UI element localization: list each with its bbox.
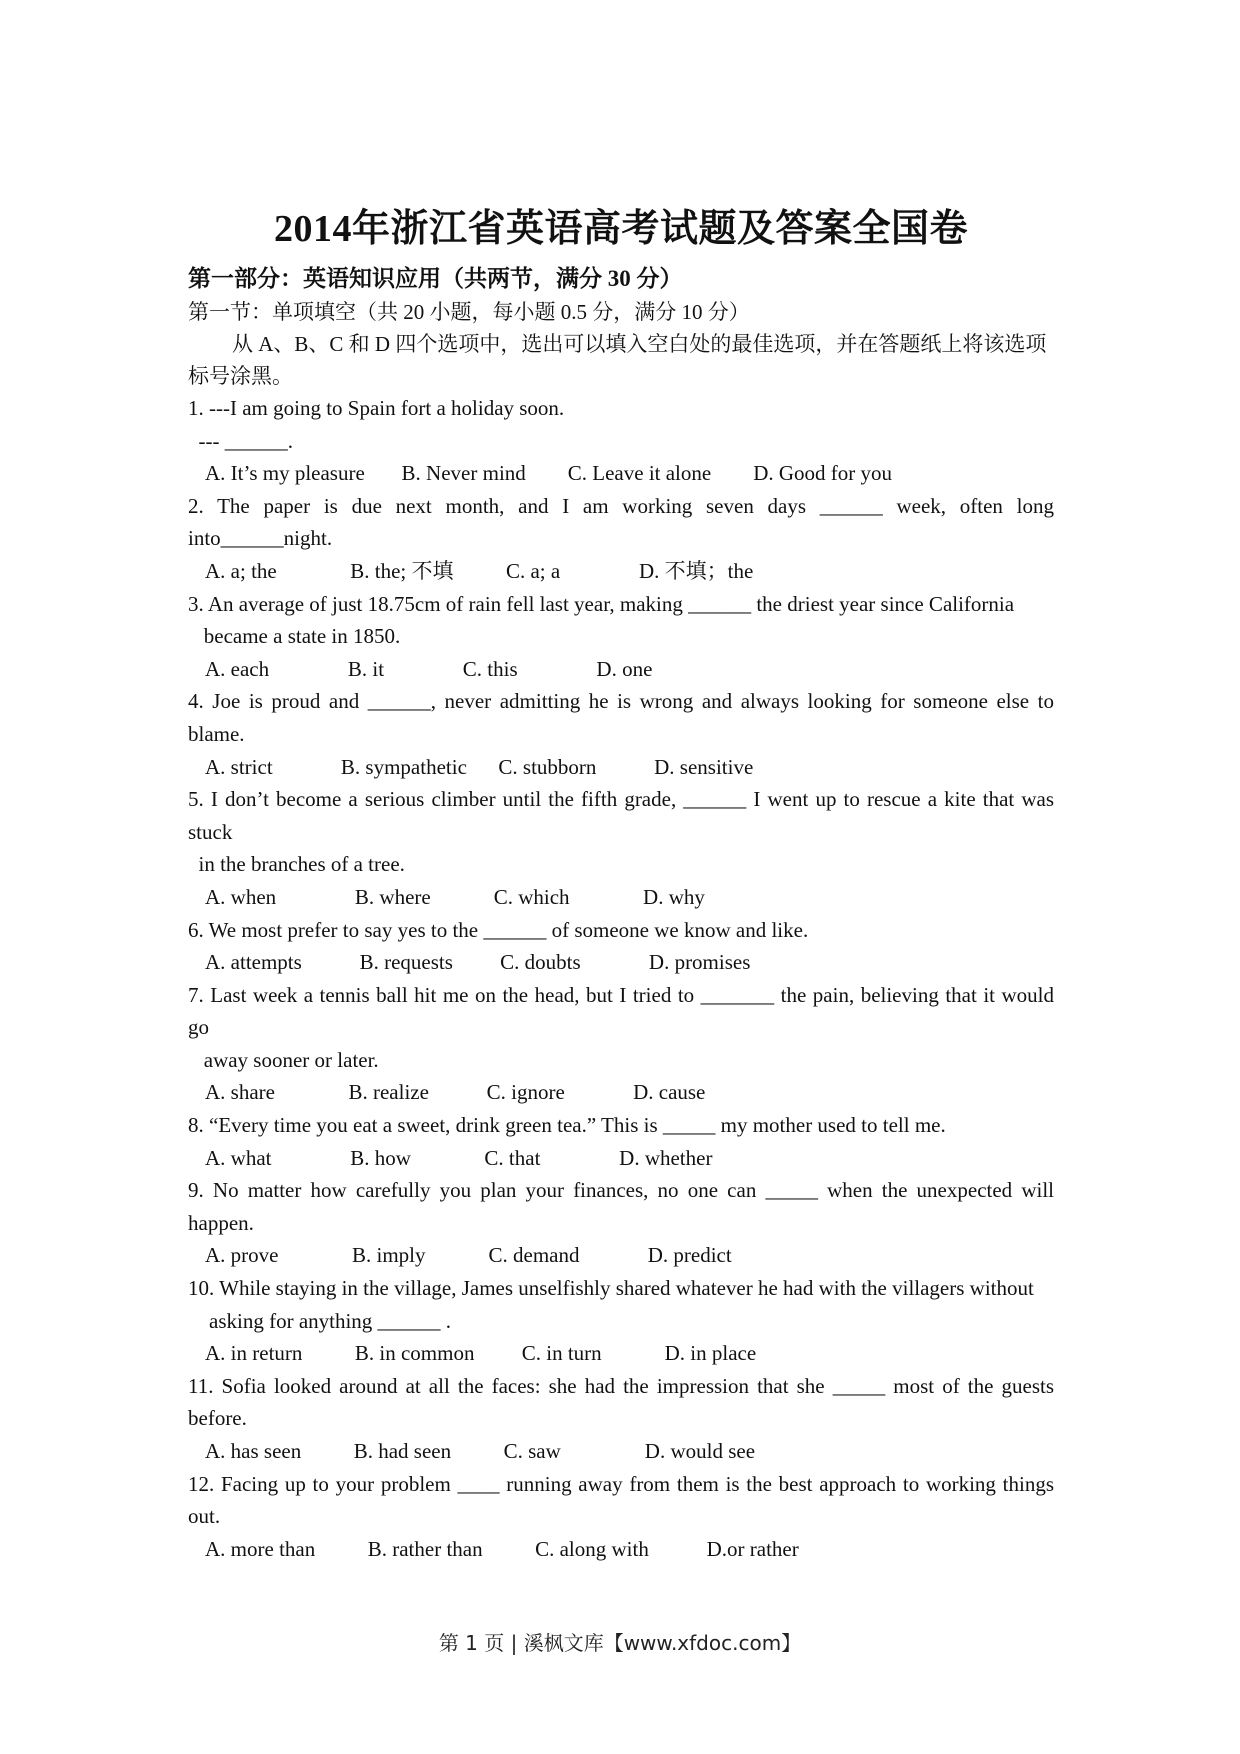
answer-options: A. each B. it C. this D. one (205, 656, 653, 681)
question-item (188, 1174, 1054, 1272)
question-stem: 9. No matter how carefully you plan your finances, no one can _____ when the unexpected will happen. (188, 1178, 1054, 1235)
answer-options: A. share B. realize C. ignore D. cause (205, 1080, 706, 1105)
answer-options: A. It’s my pleasure B. Never mind C. Leave it alone D. Good for you (205, 461, 893, 486)
question-stem: 4. Joe is proud and ______, never admitting he is wrong and always looking for someone else to blame. (188, 689, 1054, 746)
question-stem: 7. Last week a tennis ball hit me on the head, but I tried to _______ the pain, believing that it would go (188, 982, 1054, 1040)
question-item (188, 783, 1054, 913)
answer-options: A. a; the B. the; 不填 C. a; a D. 不填；the (205, 558, 754, 583)
question-list (188, 392, 1054, 1565)
question-stem-continuation: in the branches of a tree. (188, 852, 405, 877)
question-item (188, 588, 1054, 686)
question-stem-continuation: --- ______. (188, 428, 293, 453)
question-item (188, 1109, 1054, 1174)
instructions-paragraph: 从 A、B、C 和 D 四个选项中，选出可以填入空白处的最佳选项，并在答题纸上将该选项标号涂黑。 (188, 332, 1047, 388)
answer-options: A. in return B. in common C. in turn D. in place (205, 1341, 757, 1366)
question-stem-continuation: away sooner or later. (188, 1047, 379, 1072)
question-item (188, 1468, 1054, 1566)
question-item (188, 392, 1054, 490)
question-item (188, 979, 1054, 1109)
answer-options: A. when B. where C. which D. why (205, 884, 705, 909)
answer-options: A. has seen B. had seen C. saw D. would see (205, 1439, 756, 1463)
question-stem: 6. We most prefer to say yes to the ______ of someone we know and like. (188, 917, 809, 942)
page-footer: 第 1 页 | 溪枫文库【www.xfdoc.com】 (438, 1631, 802, 1655)
answer-options: A. what B. how C. that D. whether (205, 1145, 713, 1170)
question-stem: 1. ---I am going to Spain fort a holiday soon. (188, 396, 565, 420)
question-stem: 3. An average of just 18.75cm of rain fell last year, making ______ the driest year since California (188, 591, 1015, 616)
document-body (188, 200, 1054, 1565)
answer-options: A. more than B. rather than C. along with D.or rather (205, 1536, 799, 1561)
question-stem: 11. Sofia looked around at all the faces: she had the impression that she _____ most of the guests before. (188, 1373, 1054, 1431)
answer-options: A. strict B. sympathetic C. stubborn D. sensitive (205, 754, 754, 779)
question-stem: 5. I don’t become a serious climber until the fifth grade, ______ I went up to rescue a kite that was stuck (188, 787, 1054, 844)
page-title: 2014年浙江省英语高考试题及答案全国卷 (273, 208, 968, 250)
answer-options: A. attempts B. requests C. doubts D. promises (205, 950, 751, 975)
question-stem: 2. The paper is due next month, and I am working seven days ______ week, often long into______night. (188, 493, 1054, 551)
question-stem-continuation: became a state in 1850. (188, 624, 401, 649)
question-item (188, 1370, 1054, 1468)
part-heading: 第一部分：英语知识应用（共两节，满分 30 分） (188, 266, 683, 291)
question-item (188, 490, 1054, 588)
question-item (188, 1272, 1054, 1370)
question-item (188, 914, 1054, 979)
question-stem-continuation: asking for anything ______ . (188, 1308, 452, 1333)
question-stem: 10. While staying in the village, James unselfishly shared whatever he had with the villagers without (188, 1276, 1034, 1301)
section-heading: 第一节：单项填空（共 20 小题，每小题 0.5 分，满分 10 分） (188, 300, 750, 324)
question-stem: 12. Facing up to your problem ____ running away from them is the best approach to working things out. (188, 1471, 1054, 1529)
answer-options: A. prove B. imply C. demand D. predict (205, 1243, 732, 1268)
question-item (188, 685, 1054, 783)
question-stem: 8. “Every time you eat a sweet, drink green tea.” This is _____ my mother used to tell me. (188, 1113, 946, 1138)
